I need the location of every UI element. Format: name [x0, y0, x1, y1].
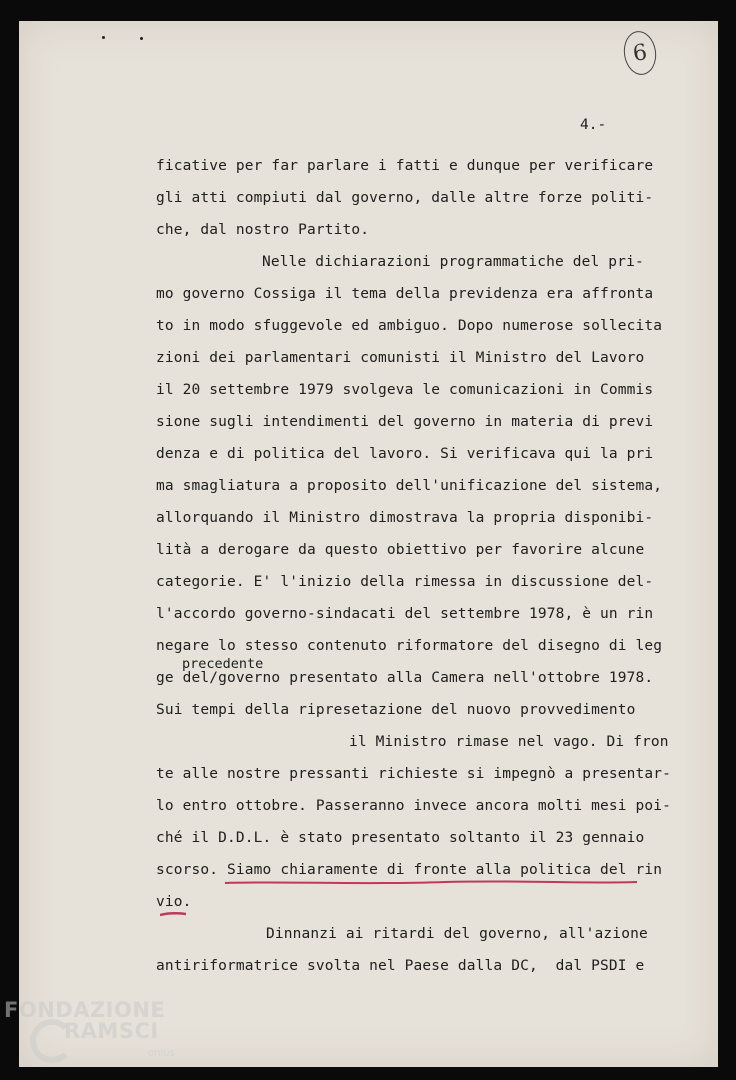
- text-line: negare lo stesso contenuto riformatore del disegno di leg: [156, 638, 663, 654]
- watermark-line2: RAMSCI: [64, 1019, 159, 1043]
- text-line: Sui tempi della ripresetazione del nuovo provvedimento: [156, 702, 636, 718]
- handwritten-insert: precedente: [182, 656, 264, 672]
- text-line: lità a derogare da questo obiettivo per favorire alcune: [156, 542, 645, 558]
- text-line: lo entro ottobre. Passeranno invece ancora molti mesi poi-: [156, 798, 672, 814]
- text-line: il 20 settembre 1979 svolgeva le comunicazioni in Commis: [156, 382, 654, 398]
- text-line: mo governo Cossiga il tema della previdenza era affronta: [156, 286, 654, 302]
- text-line: ge del/governo presentato alla Camera nell'ottobre 1978.: [156, 670, 654, 686]
- text-line: categorie. E' l'inizio della rimessa in discussione del-: [156, 574, 654, 590]
- text-line: l'accordo governo-sindacati del settembre 1978, è un rin: [156, 606, 654, 622]
- text-line: denza e di politica del lavoro. Si verificava qui la pri: [156, 446, 654, 462]
- text-line: antiriformatrice svolta nel Paese dalla DC, dal PSDI e: [156, 958, 645, 974]
- text-line: ma smagliatura a proposito dell'unificazione del sistema,: [156, 478, 663, 494]
- text-line: ché il D.D.L. è stato presentato soltanto il 23 gennaio: [156, 830, 645, 846]
- text-line: vio.: [156, 894, 192, 910]
- watermark-line3: onlus: [148, 1048, 175, 1059]
- text-line: te alle nostre pressanti richieste si impegnò a presentar-: [156, 766, 672, 782]
- text-line: to in modo sfuggevole ed ambiguo. Dopo numerose sollecita: [156, 318, 663, 334]
- text-line: il Ministro rimase nel vago. Di fron: [349, 734, 669, 750]
- fondazione-gramsci-watermark: [4, 998, 204, 1078]
- text-line: scorso. Siamo chiaramente di fronte alla politica del rin: [156, 862, 663, 878]
- red-pencil-mark: [160, 911, 186, 917]
- text-line: sione sugli intendimenti del governo in materia di previ: [156, 414, 654, 430]
- text-line: gli atti compiuti dal governo, dalle altre forze politi-: [156, 190, 654, 206]
- text-line: zioni dei parlamentari comunisti il Ministro del Lavoro: [156, 350, 645, 366]
- text-line: che, dal nostro Partito.: [156, 222, 370, 238]
- punch-marks: [100, 24, 150, 44]
- circled-page-number: 6: [621, 29, 659, 77]
- text-line: Dinnanzi ai ritardi del governo, all'azione: [266, 926, 648, 942]
- text-line: ficative per far parlare i fatti e dunque per verificare: [156, 158, 654, 174]
- text-line: allorquando il Ministro dimostrava la propria disponibi-: [156, 510, 654, 526]
- text-line: Nelle dichiarazioni programmatiche del pri-: [262, 254, 644, 270]
- page-number: 4.-: [580, 117, 607, 133]
- watermark-line1: FONDAZIONE: [4, 998, 166, 1022]
- red-pencil-underline: [225, 879, 637, 887]
